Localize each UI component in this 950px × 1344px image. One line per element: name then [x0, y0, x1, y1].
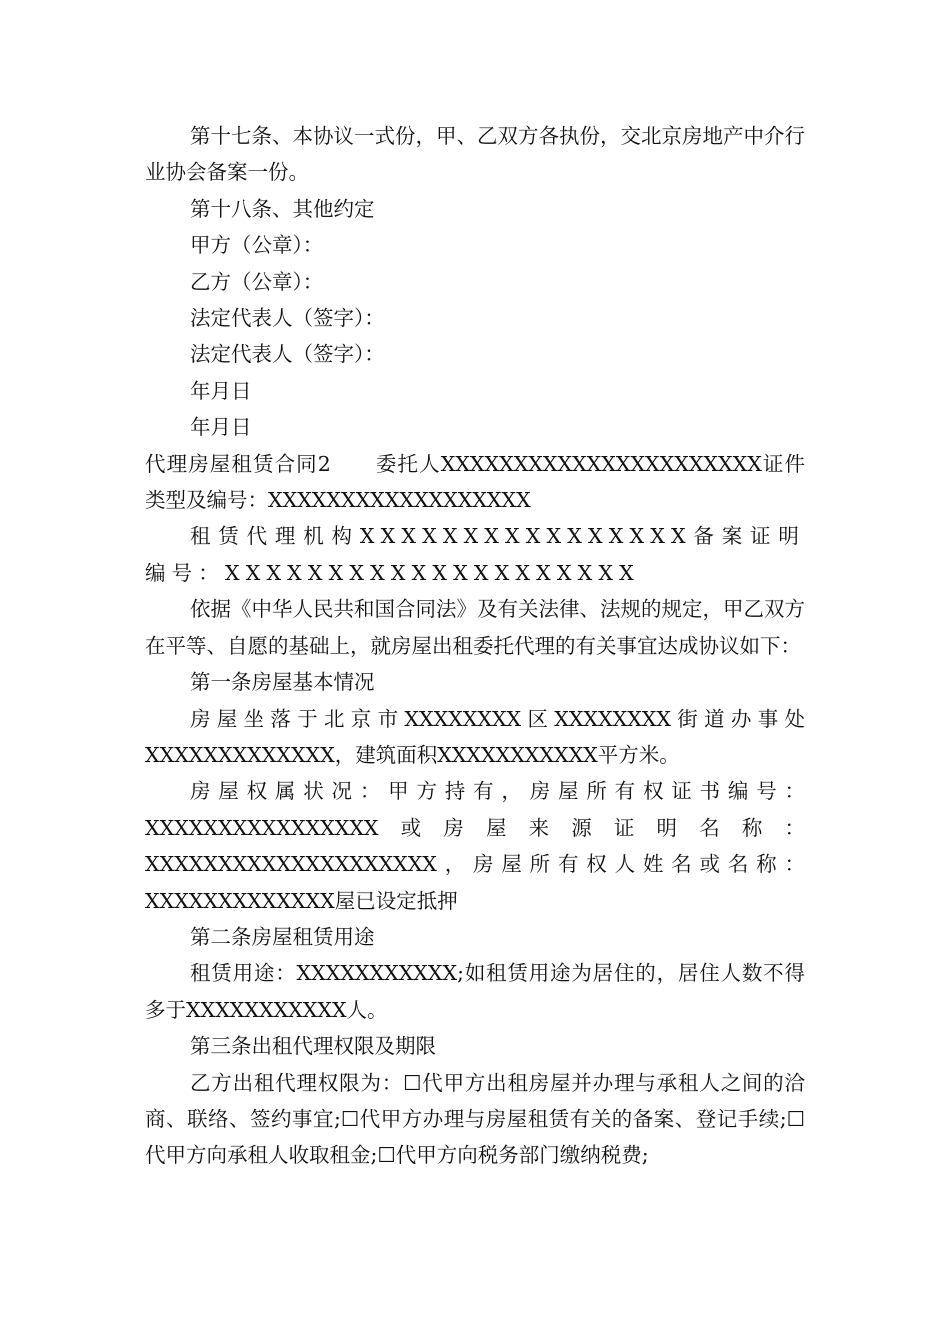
article2-body: 租赁用途：XXXXXXXXXXX;如租赁用途为居住的，居住人数不得多于XXXXXXXXXXX人。 — [145, 961, 805, 1022]
article1-location: 房屋坐落于北京市XXXXXXXX区XXXXXXXX街道办事处XXXXXXXXXXXXX，建筑面积XXXXXXXXXXX平方米。 — [145, 706, 805, 767]
date-line-a: 年月日 — [190, 378, 252, 403]
legal-rep-signature-line-b: 法定代表人（签字）： — [190, 342, 385, 367]
article1-title: 第一条房屋基本情况 — [190, 670, 375, 695]
principal-line: 委托人XXXXXXXXXXXXXXXXXXXXXX证件类型及编号：XXXXXXXXXXXXXXXXXX — [145, 451, 805, 513]
document-body — [145, 118, 805, 1174]
article3-body: 乙方出租代理权限为：☐代甲方出租房屋并办理与承租人之间的洽商、联络、签约事宜;☐代甲方办理与房屋租赁有关的备案、登记手续;☐代甲方向承租人收取租金;☐代甲方向税务部门缴纳税费; — [145, 1070, 805, 1168]
article2-title: 第二条房屋租赁用途 — [190, 924, 375, 949]
agency-line: 租赁代理机构XXXXXXXXXXXXXXXX备案证明编号：XXXXXXXXXXXXXXXXXXXX — [145, 524, 805, 585]
intro-paragraph: 依据《中华人民共和国合同法》及有关法律、法规的规定，甲乙双方在平等、自愿的基础上，就房屋出租委托代理的有关事宜达成协议如下： — [145, 597, 805, 658]
article18-paragraph: 第十八条、其他约定 — [190, 196, 375, 221]
article3-title: 第三条出租代理权限及期限 — [190, 1034, 436, 1059]
contract-heading: 代理房屋租赁合同2 — [145, 451, 331, 476]
legal-rep-signature-line-a: 法定代表人（签字）： — [190, 306, 385, 331]
contract-heading-paragraph — [145, 446, 805, 519]
party-a-seal-line: 甲方（公章）： — [190, 233, 324, 258]
article17-paragraph: 第十七条、本协议一式份，甲、乙双方各执份，交北京房地产中介行业协会备案一份。 — [145, 124, 805, 185]
date-line-b: 年月日 — [190, 415, 252, 440]
article1-ownership: 房屋权属状况：甲方持有，房屋所有权证书编号：XXXXXXXXXXXXXXXX或房屋来源证明名称：XXXXXXXXXXXXXXXXXXXX，房屋所有权人姓名或名称：XXXXXXXXXXXXX屋已设定抵押 — [145, 779, 805, 913]
party-b-seal-line: 乙方（公章）： — [190, 269, 324, 294]
